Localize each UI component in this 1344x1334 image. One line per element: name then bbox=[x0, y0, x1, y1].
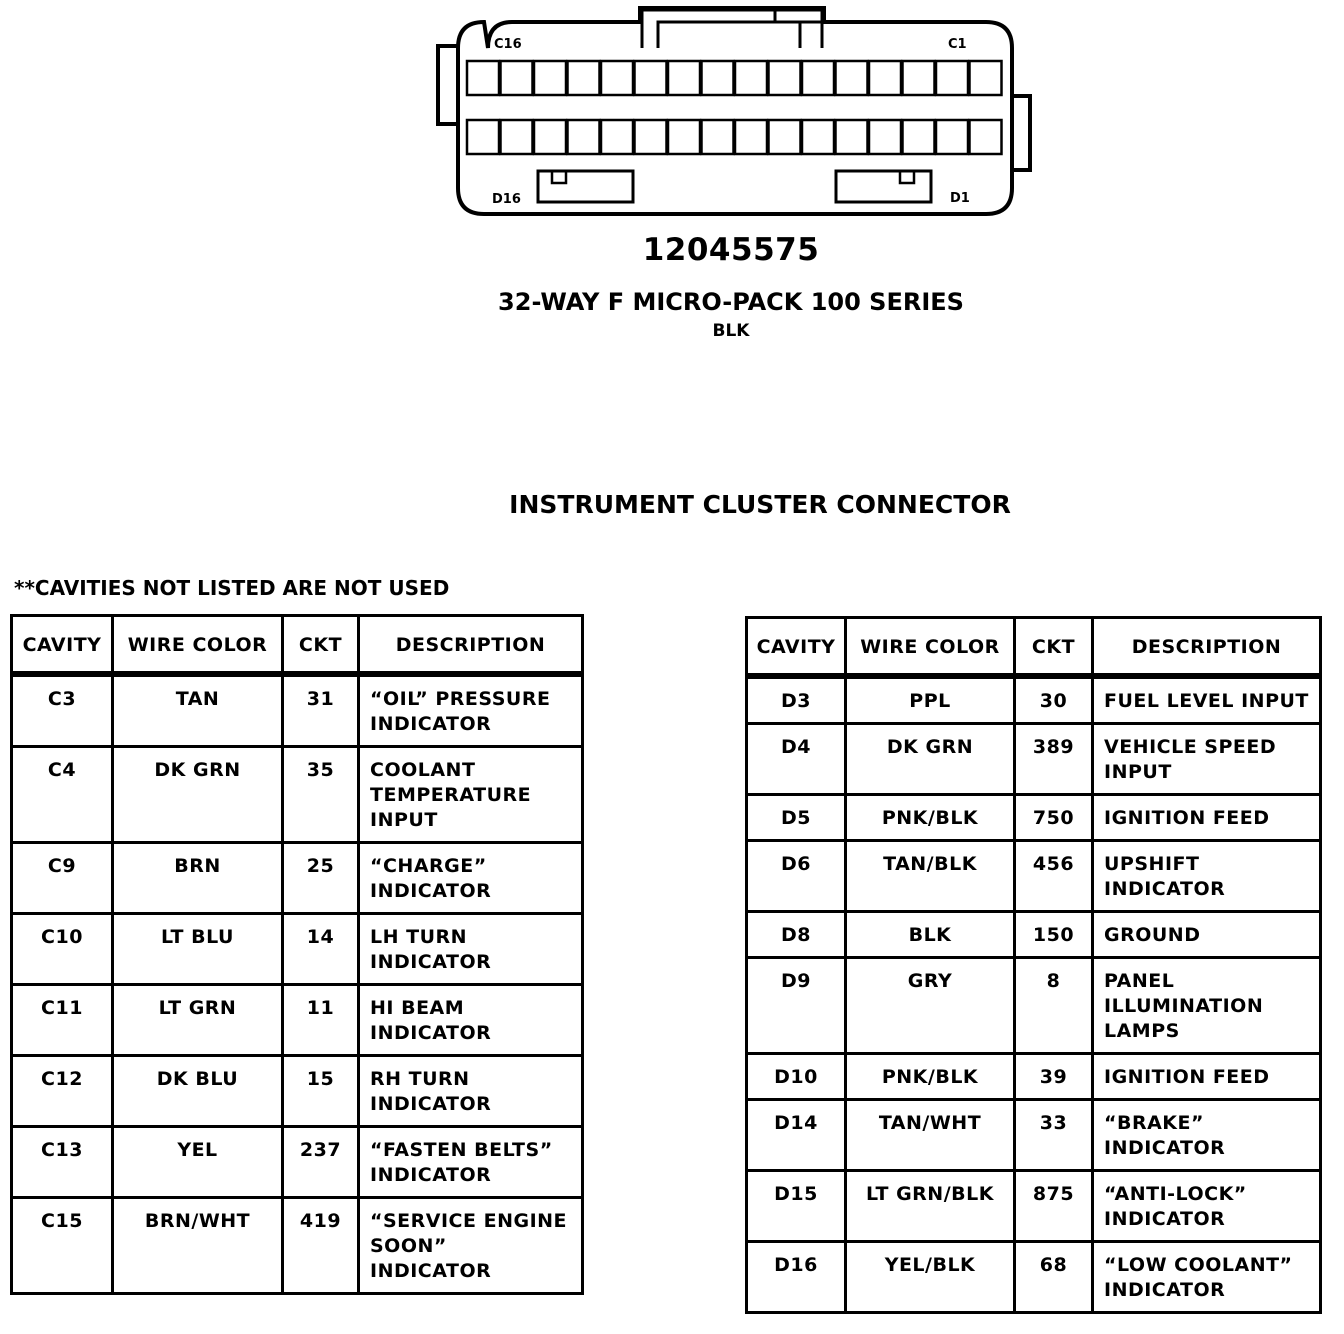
wire-color-cell: BRN/WHT bbox=[114, 1199, 284, 1292]
connector-body bbox=[458, 8, 1012, 214]
table-row bbox=[748, 1055, 1319, 1101]
pin-cavity bbox=[467, 120, 499, 154]
pin-cavity bbox=[635, 61, 667, 95]
cavity-cell: C4 bbox=[13, 748, 114, 844]
table-row bbox=[748, 1172, 1319, 1243]
description-line: IGNITION FEED bbox=[1104, 807, 1270, 829]
description-line: INDICATOR bbox=[370, 951, 492, 973]
pin-rows bbox=[467, 61, 1002, 154]
table-row bbox=[748, 725, 1319, 796]
pinout-table-c bbox=[10, 614, 584, 1295]
header-cavity: CAVITY bbox=[748, 619, 847, 679]
ckt-cell: 33 bbox=[1016, 1101, 1094, 1172]
description-line: COOLANT bbox=[370, 759, 476, 781]
description-line: FUEL LEVEL INPUT bbox=[1104, 690, 1309, 712]
wire-color-cell: LT BLU bbox=[114, 915, 284, 986]
wire-color-cell: PNK/BLK bbox=[847, 796, 1016, 842]
ckt-cell: 875 bbox=[1016, 1172, 1094, 1243]
table-row bbox=[748, 679, 1319, 725]
table-row bbox=[13, 915, 581, 986]
cavity-cell: D5 bbox=[748, 796, 847, 842]
description-line: INDICATOR bbox=[370, 1164, 492, 1186]
wire-color-cell: YEL/BLK bbox=[847, 1243, 1016, 1311]
ckt-cell: 15 bbox=[284, 1057, 360, 1128]
pin-cavity bbox=[668, 120, 700, 154]
connector-diagram bbox=[430, 0, 1040, 225]
table-row bbox=[748, 959, 1319, 1055]
ckt-cell: 39 bbox=[1016, 1055, 1094, 1101]
pin-cavity bbox=[534, 61, 566, 95]
cavity-cell: D15 bbox=[748, 1172, 847, 1243]
pin-cavity bbox=[601, 120, 633, 154]
table-row bbox=[13, 748, 581, 844]
header-description: DESCRIPTION bbox=[360, 617, 581, 677]
table-row bbox=[748, 842, 1319, 913]
cavity-cell: C13 bbox=[13, 1128, 114, 1199]
description-cell bbox=[1094, 913, 1319, 959]
pin-cavity bbox=[601, 61, 633, 95]
cavity-cell: D8 bbox=[748, 913, 847, 959]
description-line: INDICATOR bbox=[370, 1093, 492, 1115]
description-line: INDICATOR bbox=[1104, 1279, 1226, 1301]
description-line: LAMPS bbox=[1104, 1020, 1180, 1042]
pin-cavity bbox=[568, 120, 600, 154]
table-header-row bbox=[748, 619, 1319, 679]
description-line: IGNITION FEED bbox=[1104, 1066, 1270, 1088]
description-line: VEHICLE SPEED bbox=[1104, 736, 1277, 758]
description-cell bbox=[1094, 1243, 1319, 1311]
ckt-cell: 68 bbox=[1016, 1243, 1094, 1311]
ckt-cell: 419 bbox=[284, 1199, 360, 1292]
key-right bbox=[836, 171, 931, 202]
table-row bbox=[13, 1199, 581, 1292]
description-line: “FASTEN BELTS” bbox=[370, 1139, 553, 1161]
header-wire-color: WIRE COLOR bbox=[847, 619, 1016, 679]
wire-color-cell: GRY bbox=[847, 959, 1016, 1055]
description-line: “ANTI-LOCK” bbox=[1104, 1183, 1247, 1205]
wire-color-cell: LT GRN bbox=[114, 986, 284, 1057]
cavity-cell: D16 bbox=[748, 1243, 847, 1311]
description-line: “OIL” PRESSURE bbox=[370, 688, 551, 710]
ckt-cell: 150 bbox=[1016, 913, 1094, 959]
ckt-cell: 8 bbox=[1016, 959, 1094, 1055]
pin-cavity bbox=[534, 120, 566, 154]
description-line: INDICATOR bbox=[1104, 1208, 1226, 1230]
cavity-cell: C10 bbox=[13, 915, 114, 986]
pinout-table-d bbox=[745, 616, 1322, 1314]
pin-cavity bbox=[735, 120, 767, 154]
description-cell bbox=[360, 915, 581, 986]
description-line: INPUT bbox=[370, 809, 438, 831]
pin-cavity bbox=[702, 61, 734, 95]
cavity-cell: C9 bbox=[13, 844, 114, 915]
cavity-cell: D14 bbox=[748, 1101, 847, 1172]
wire-color-cell: BLK bbox=[847, 913, 1016, 959]
ckt-cell: 31 bbox=[284, 677, 360, 748]
description-line: “LOW COOLANT” bbox=[1104, 1254, 1293, 1276]
wire-color-cell: DK BLU bbox=[114, 1057, 284, 1128]
pin-cavity bbox=[635, 120, 667, 154]
connector-color: BLK bbox=[712, 321, 750, 341]
description-line: HI BEAM bbox=[370, 997, 465, 1019]
description-cell bbox=[360, 1199, 581, 1292]
table-row bbox=[13, 1057, 581, 1128]
table-row bbox=[748, 913, 1319, 959]
wire-color-cell: TAN bbox=[114, 677, 284, 748]
label-d1: D1 bbox=[950, 191, 970, 206]
right-tab bbox=[1012, 96, 1030, 170]
description-line: INDICATOR bbox=[1104, 1137, 1226, 1159]
pin-cavity bbox=[702, 120, 734, 154]
header-cavity: CAVITY bbox=[13, 617, 114, 677]
ckt-cell: 35 bbox=[284, 748, 360, 844]
pin-cavity bbox=[836, 120, 868, 154]
pin-cavity bbox=[869, 120, 901, 154]
label-d16: D16 bbox=[492, 192, 521, 207]
table-row bbox=[748, 796, 1319, 842]
wire-color-cell: YEL bbox=[114, 1128, 284, 1199]
description-cell bbox=[360, 1128, 581, 1199]
left-tab bbox=[438, 46, 458, 124]
pin-cavity bbox=[668, 61, 700, 95]
wire-color-cell: TAN/WHT bbox=[847, 1101, 1016, 1172]
description-cell bbox=[1094, 796, 1319, 842]
label-c16: C16 bbox=[494, 37, 522, 52]
header-ckt: CKT bbox=[284, 617, 360, 677]
description-line: INDICATOR bbox=[370, 713, 492, 735]
pin-cavity bbox=[970, 120, 1002, 154]
pin-cavity bbox=[802, 61, 834, 95]
wire-color-cell: PPL bbox=[847, 679, 1016, 725]
pin-cavity bbox=[936, 61, 968, 95]
pin-cavity bbox=[836, 61, 868, 95]
description-cell bbox=[1094, 679, 1319, 725]
wire-color-cell: LT GRN/BLK bbox=[847, 1172, 1016, 1243]
pin-cavity bbox=[501, 120, 533, 154]
description-cell bbox=[1094, 1172, 1319, 1243]
description-line: GROUND bbox=[1104, 924, 1201, 946]
wire-color-cell: DK GRN bbox=[847, 725, 1016, 796]
pin-cavity bbox=[903, 120, 935, 154]
connector-description: 32-WAY F MICRO-PACK 100 SERIES bbox=[498, 288, 964, 316]
pin-cavity bbox=[735, 61, 767, 95]
cavity-cell: C11 bbox=[13, 986, 114, 1057]
table-row bbox=[13, 677, 581, 748]
cavity-cell: C12 bbox=[13, 1057, 114, 1128]
description-line: “CHARGE” bbox=[370, 855, 487, 877]
description-cell bbox=[360, 986, 581, 1057]
pin-cavity bbox=[970, 61, 1002, 95]
wire-color-cell: TAN/BLK bbox=[847, 842, 1016, 913]
wire-color-cell: PNK/BLK bbox=[847, 1055, 1016, 1101]
description-line: SOON” INDICATOR bbox=[370, 1235, 492, 1282]
description-cell bbox=[360, 844, 581, 915]
ckt-cell: 456 bbox=[1016, 842, 1094, 913]
cavity-cell: D4 bbox=[748, 725, 847, 796]
section-title: INSTRUMENT CLUSTER CONNECTOR bbox=[509, 490, 1011, 519]
description-line: LH TURN bbox=[370, 926, 468, 948]
ckt-cell: 389 bbox=[1016, 725, 1094, 796]
description-cell bbox=[360, 1057, 581, 1128]
ckt-cell: 11 bbox=[284, 986, 360, 1057]
description-line: ILLUMINATION bbox=[1104, 995, 1264, 1017]
header-wire-color: WIRE COLOR bbox=[114, 617, 284, 677]
pin-cavity bbox=[936, 120, 968, 154]
description-line: TEMPERATURE bbox=[370, 784, 532, 806]
latch bbox=[642, 10, 822, 48]
pin-cavity bbox=[903, 61, 935, 95]
pin-cavity bbox=[802, 120, 834, 154]
pin-cavity bbox=[467, 61, 499, 95]
table-row bbox=[748, 1101, 1319, 1172]
cavity-cell: C15 bbox=[13, 1199, 114, 1292]
label-c1: C1 bbox=[948, 37, 967, 52]
cavity-cell: D6 bbox=[748, 842, 847, 913]
description-line: “SERVICE ENGINE bbox=[370, 1210, 568, 1232]
table-row bbox=[748, 1243, 1319, 1311]
table-row bbox=[13, 844, 581, 915]
pin-cavity bbox=[869, 61, 901, 95]
pin-cavity bbox=[769, 61, 801, 95]
cavity-cell: D3 bbox=[748, 679, 847, 725]
cavity-cell: D10 bbox=[748, 1055, 847, 1101]
ckt-cell: 237 bbox=[284, 1128, 360, 1199]
description-line: INDICATOR bbox=[370, 880, 492, 902]
description-line: INDICATOR bbox=[1104, 878, 1226, 900]
table-row bbox=[13, 1128, 581, 1199]
description-line: UPSHIFT bbox=[1104, 853, 1200, 875]
table-header-row bbox=[13, 617, 581, 677]
description-cell bbox=[1094, 842, 1319, 913]
pin-cavity bbox=[568, 61, 600, 95]
description-line: PANEL bbox=[1104, 970, 1175, 992]
pin-cavity bbox=[769, 120, 801, 154]
pin-cavity bbox=[501, 61, 533, 95]
description-line: INDICATOR bbox=[370, 1022, 492, 1044]
cavity-cell: D9 bbox=[748, 959, 847, 1055]
description-line: INPUT bbox=[1104, 761, 1172, 783]
description-cell bbox=[360, 677, 581, 748]
cavity-cell: C3 bbox=[13, 677, 114, 748]
description-cell bbox=[1094, 725, 1319, 796]
wire-color-cell: DK GRN bbox=[114, 748, 284, 844]
unused-cavities-note: **CAVITIES NOT LISTED ARE NOT USED bbox=[14, 576, 450, 600]
header-description: DESCRIPTION bbox=[1094, 619, 1319, 679]
header-ckt: CKT bbox=[1016, 619, 1094, 679]
wire-color-cell: BRN bbox=[114, 844, 284, 915]
description-line: RH TURN bbox=[370, 1068, 470, 1090]
ckt-cell: 30 bbox=[1016, 679, 1094, 725]
ckt-cell: 14 bbox=[284, 915, 360, 986]
table-row bbox=[13, 986, 581, 1057]
description-line: “BRAKE” bbox=[1104, 1112, 1204, 1134]
description-cell bbox=[360, 748, 581, 844]
ckt-cell: 25 bbox=[284, 844, 360, 915]
ckt-cell: 750 bbox=[1016, 796, 1094, 842]
description-cell bbox=[1094, 1055, 1319, 1101]
description-cell bbox=[1094, 1101, 1319, 1172]
part-number: 12045575 bbox=[642, 232, 820, 268]
description-cell bbox=[1094, 959, 1319, 1055]
